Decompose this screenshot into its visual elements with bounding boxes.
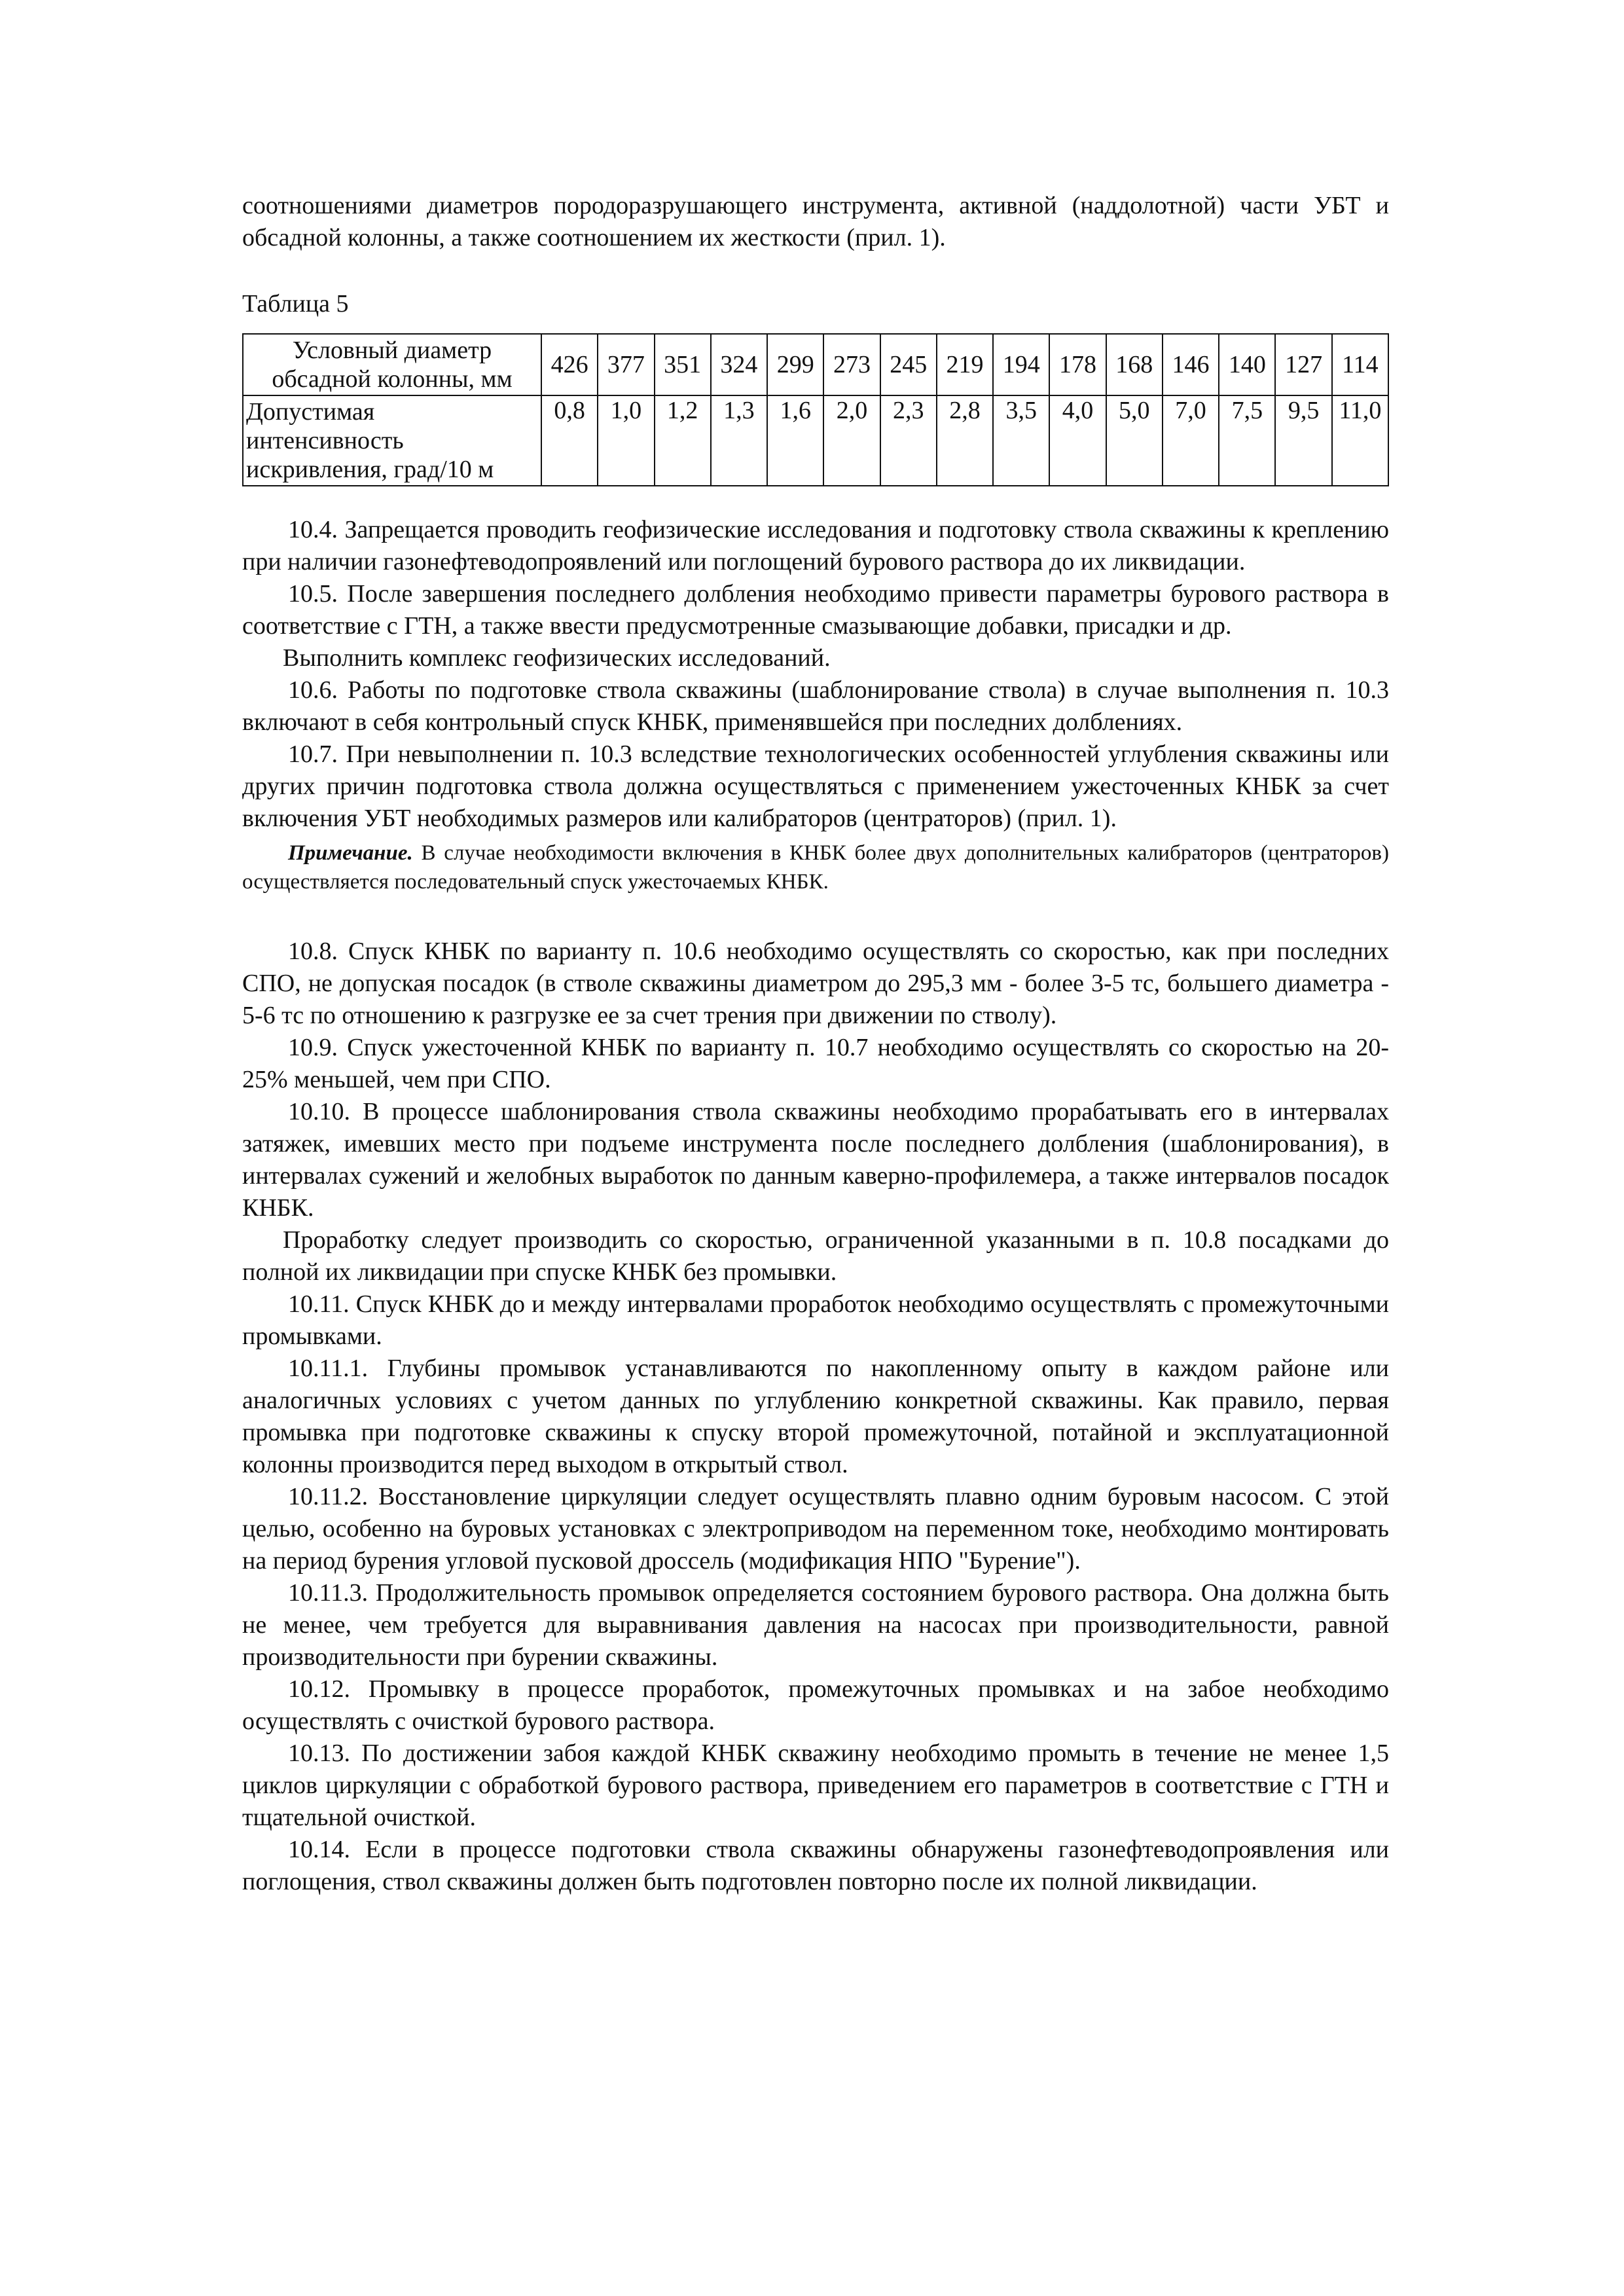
table-cell: 1,3: [711, 395, 767, 486]
paragraph-10-6: 10.6. Работы по подготовке ствола скважины (шаблонирование ствола) в случае выполнения п. 10.3 включают в себя контрольный спуск КНБК, применявшейся при последних долблениях.: [242, 676, 1389, 736]
paragraph-10-9: 10.9. Спуск ужесточенной КНБК по варианту п. 10.7 необходимо осуществлять со скоростью на 20-25% меньшей, чем при СПО.: [242, 1034, 1389, 1093]
paragraph-10-8: 10.8. Спуск КНБК по варианту п. 10.6 необходимо осуществлять со скоростью, как при последних СПО, не допуская посадок (в стволе скважины диаметром до 295,3 мм - более 3-5 тс, большего диаметра - 5-6 тс по отношению к разгрузке ее за счет трения при движении по стволу).: [242, 938, 1389, 1029]
table-cell: 3,5: [993, 395, 1049, 486]
table-cell: 7,5: [1219, 395, 1275, 486]
table-cell: 9,5: [1275, 395, 1331, 486]
table-cell: 2,8: [937, 395, 993, 486]
table-cell: 2,3: [880, 395, 937, 486]
paragraph-10-13: 10.13. По достижении забоя каждой КНБК скважину необходимо промыть в течение не менее 1,5 циклов циркуляции с обработкой бурового раствора, приведением его параметров в соответствие с ГТН и тщательной очисткой.: [242, 1740, 1389, 1831]
table-cell: 0,8: [541, 395, 598, 486]
paragraph-10-10-reaming: Проработку следует производить со скоростью, ограниченной указанными в п. 10.8 посадками до полной их ликвидации при спуске КНБК без промывки.: [242, 1226, 1389, 1286]
paragraph-10-5: 10.5. После завершения последнего долбления необходимо привести параметры бурового раствора в соответствие с ГТН, а также ввести предусмотренные смазывающие добавки, присадки и др.: [242, 580, 1389, 640]
table-row-diameters: [243, 334, 1388, 395]
table-cell: 114: [1332, 334, 1388, 395]
table-cell: 1,6: [767, 395, 823, 486]
spacer: [242, 913, 1389, 936]
table-cell: 146: [1163, 334, 1219, 395]
paragraph-10-7: 10.7. При невыполнении п. 10.3 вследствие технологических особенностей углубления скважины или других причин подготовка ствола должна осуществляться с применением ужесточенных КНБК за счет включения УБТ необходимых размеров или калибраторов (центраторов) (прил. 1).: [242, 740, 1389, 832]
intro-paragraph: соотношениями диаметров породоразрушающего инструмента, активной (наддолотной) части УБТ и обсадной колонны, а также соотношением их жесткости (прил. 1).: [242, 192, 1389, 251]
table-cell: 5,0: [1106, 395, 1163, 486]
paragraph-10-5-geophysics: Выполнить комплекс геофизических исследований.: [283, 644, 831, 672]
table-cell: 1,2: [655, 395, 711, 486]
table-cell: 168: [1106, 334, 1163, 395]
table-cell: 377: [598, 334, 654, 395]
paragraph-10-12: 10.12. Промывку в процессе проработок, промежуточных промывках и на забое необходимо осуществлять с очисткой бурового раствора.: [242, 1675, 1389, 1735]
table-caption: Таблица 5: [242, 290, 349, 318]
paragraph-10-11-2: 10.11.2. Восстановление циркуляции следует осуществлять плавно одним буровым насосом. С этой целью, особенно на буровых установках с электроприводом на переменном токе, необходимо монтировать на период бурения угловой пусковой дроссель (модификация НПО "Бурение").: [242, 1483, 1389, 1575]
table-cell: 1,0: [598, 395, 654, 486]
table-cell: 127: [1275, 334, 1331, 395]
paragraph-10-11: 10.11. Спуск КНБК до и между интервалами проработок необходимо осуществлять с промежуточными промывками.: [242, 1290, 1389, 1350]
row-label-diameter: Условный диаметр обсадной колонны, мм: [243, 334, 541, 395]
table-cell: 219: [937, 334, 993, 395]
table-cell: 2,0: [823, 395, 880, 486]
paragraph-10-11-3: 10.11.3. Продолжительность промывок определяется состоянием бурового раствора. Она должна быть не менее, чем требуется для выравнивания давления на насосах при производительности, равной производительности при бурении скважины.: [242, 1579, 1389, 1671]
note-text: В случае необходимости включения в КНБК более двух дополнительных калибраторов (центраторов) осуществляется последовательный спуск ужесточаемых КНБК.: [242, 841, 1389, 894]
row-label-intensity: Допустимая интенсивность искривления, град/10 м: [243, 395, 541, 486]
table-cell: 245: [880, 334, 937, 395]
table-cell: 351: [655, 334, 711, 395]
paragraph-10-11-1: 10.11.1. Глубины промывок устанавливаются по накопленному опыту в каждом районе или аналогичных условиях с учетом данных по углублению конкретной скважины. Как правило, первая промывка при подготовке скважины к спуску второй промежуточной, потайной и эксплуатационной колонны производится перед выходом в открытый ствол.: [242, 1355, 1389, 1478]
table-cell: 299: [767, 334, 823, 395]
paragraph-10-4: 10.4. Запрещается проводить геофизические исследования и подготовку ствола скважины к креплению при наличии газонефтеводопроявлений или поглощений бурового раствора до их ликвидации.: [242, 516, 1389, 575]
table-cell: 324: [711, 334, 767, 395]
document-page: [242, 190, 1389, 1898]
table-cell: 4,0: [1049, 395, 1106, 486]
table-row-intensity: [243, 395, 1388, 486]
note-paragraph: [242, 839, 1389, 896]
paragraph-10-14: 10.14. Если в процессе подготовки ствола скважины обнаружены газонефтеводопроявления или поглощения, ствол скважины должен быть подготовлен повторно после их полной ликвидации.: [242, 1836, 1389, 1895]
casing-curvature-table: [242, 333, 1389, 486]
table-cell: 140: [1219, 334, 1275, 395]
table-cell: 11,0: [1332, 395, 1388, 486]
note-label: Примечание.: [288, 841, 413, 865]
table-cell: 178: [1049, 334, 1106, 395]
table-cell: 194: [993, 334, 1049, 395]
table-cell: 426: [541, 334, 598, 395]
table-cell: 273: [823, 334, 880, 395]
paragraph-10-10: 10.10. В процессе шаблонирования ствола скважины необходимо прорабатывать его в интервалах затяжек, имевших место при подъеме инструмента после последнего долбления (шаблонирования), в интервалах сужений и желобных выработок по данным каверно-профилемера, а также интервалов посадок КНБК.: [242, 1098, 1389, 1222]
table-cell: 7,0: [1163, 395, 1219, 486]
